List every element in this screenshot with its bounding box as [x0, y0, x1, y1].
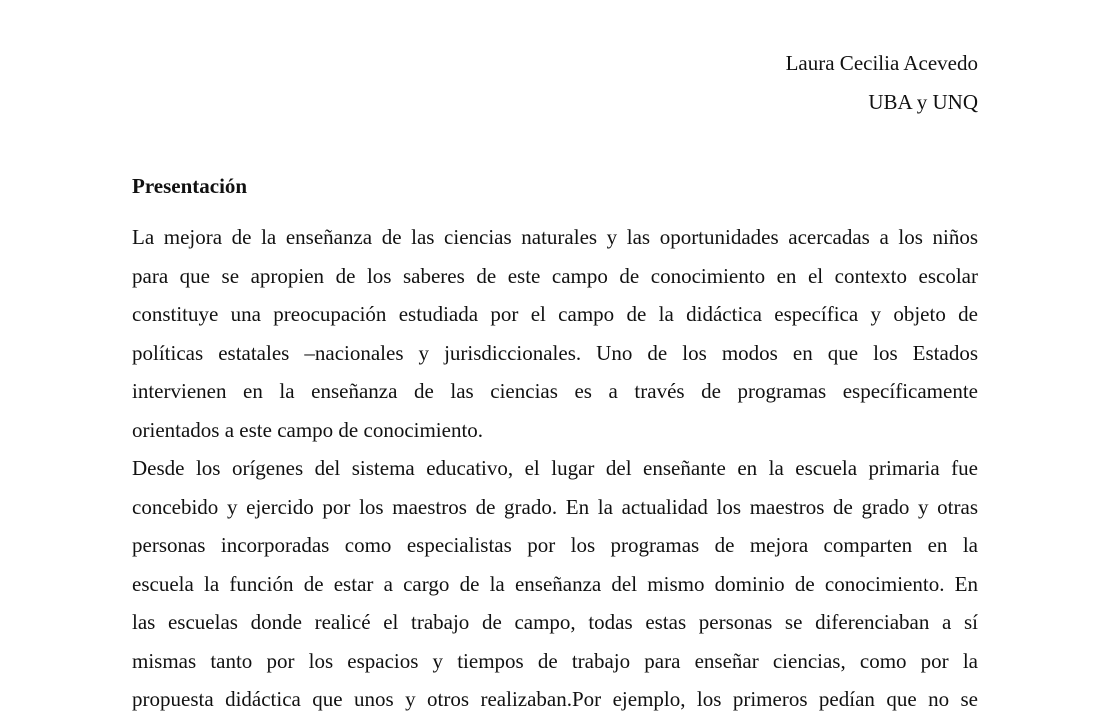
author-affiliation: UBA y UNQ: [868, 90, 978, 114]
section-heading: Presentación: [132, 174, 248, 198]
author-name: Laura Cecilia Acevedo: [785, 51, 978, 75]
text-line: concebido y ejercido por los maestros de grado. En la actualidad los maestros de grado y otras: [132, 494, 978, 519]
text-line: personas incorporadas como especialistas por los programas de mejora comparten en la: [132, 533, 978, 557]
text-line: mismas tanto por los espacios y tiempos de trabajo para enseñar ciencias, como por la: [132, 648, 978, 673]
text-line: para que se apropien de los saberes de este campo de conocimiento en el contexto escolar: [132, 263, 978, 288]
text-line: intervienen en la enseñanza de las ciencias es a través de programas específicamente: [132, 379, 978, 403]
text-line: las escuelas donde realicé el trabajo de campo, todas estas personas se diferenciaban a sí: [132, 610, 978, 634]
paragraph-2: [132, 449, 978, 719]
text-line: constituye una preocupación estudiada por el campo de la didáctica específica y objeto de: [132, 302, 978, 326]
author-block: [786, 44, 978, 122]
paragraph-1: [132, 218, 978, 449]
text-line: escuela la función de estar a cargo de la enseñanza del mismo dominio de conocimiento. En: [132, 571, 978, 596]
text-line: propuesta didáctica que unos y otros realizaban.Por ejemplo, los primeros pedían que no se: [132, 687, 978, 711]
text-line: La mejora de la enseñanza de las ciencias naturales y las oportunidades acercadas a los niños: [132, 225, 978, 249]
text-line: orientados a este campo de conocimiento.: [132, 417, 484, 442]
body-text: [132, 218, 978, 719]
text-line: Desde los orígenes del sistema educativo, el lugar del enseñante en la escuela primaria fue: [132, 456, 978, 480]
text-line: políticas estatales –nacionales y jurisdiccionales. Uno de los modos en que los Estados: [132, 340, 978, 365]
